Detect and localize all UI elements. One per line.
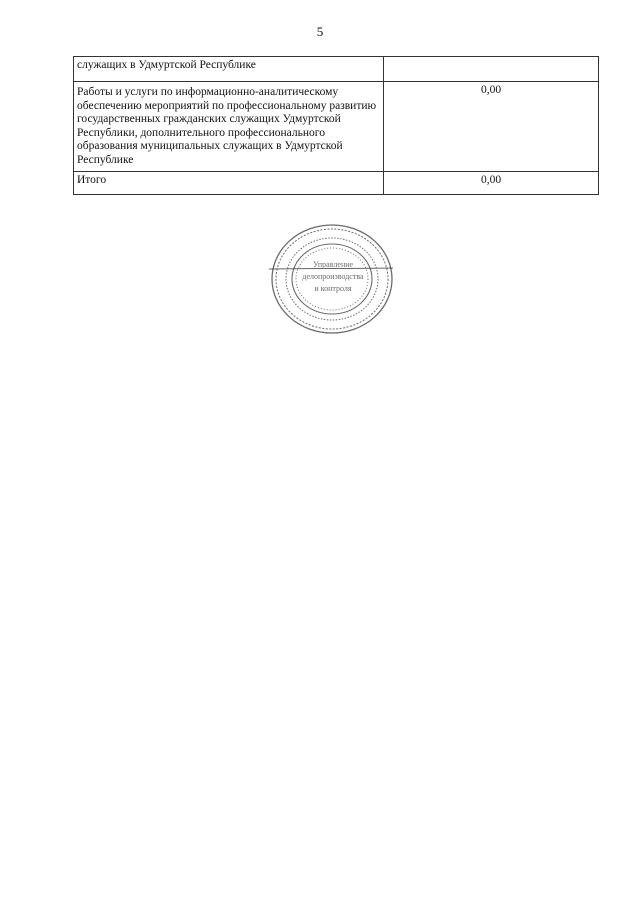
row-description: служащих в Удмуртской Республике [74, 57, 384, 82]
total-label: Итого [74, 171, 384, 194]
seal-text-line: Управление [312, 260, 354, 269]
seal-text-line: и контроля [314, 284, 352, 293]
total-value: 0,00 [384, 171, 599, 194]
page-number: 5 [316, 24, 324, 39]
row-description: Работы и услуги по информационно-аналитическому обеспечению мероприятий по профессиональному развитию государственных гражданских служащих Удмуртской Республики, дополнительного профессионального образования муниципальных служащих в Удмуртской Республике [74, 82, 384, 172]
table-row-total [74, 171, 599, 194]
row-value: 0,00 [384, 82, 599, 172]
official-seal-stamp [267, 220, 397, 338]
financing-table [73, 56, 599, 195]
row-value [384, 57, 599, 82]
table-row [74, 82, 599, 172]
seal-text-line: делопроизводства [302, 272, 364, 281]
table-row [74, 57, 599, 82]
